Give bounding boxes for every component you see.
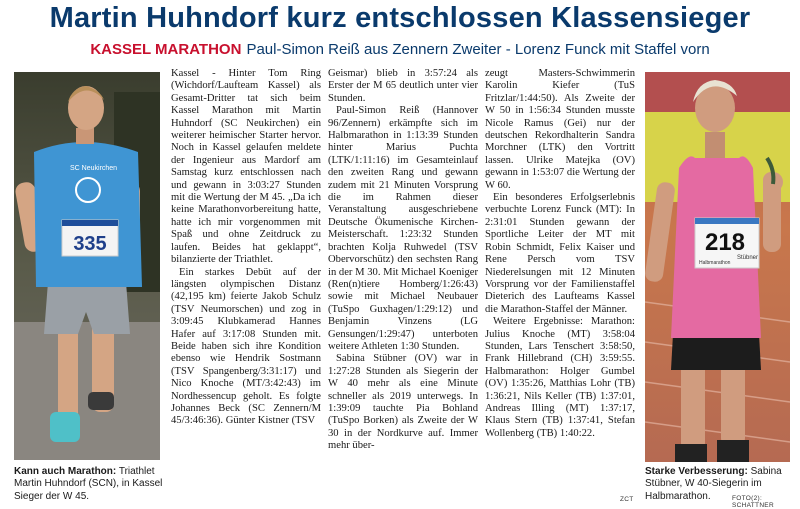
article-paragraph: Kassel - Hinter Tom Ring (Wichdorf/Laufteam Kassel) als Gesamt-Dritter tat sich beim Kassel Marathon mit Martin Huhndorf (SC Neukirchen) ein weiterer heimischer Starter hervor. Noch in Kassel gelaufen meldete der Ingenieur aus Mardorf am Samstag kurz entschlossen nach und gewann in 3:03:27 Stunden mit die Wertung der M 45. „Da ich keine Marathonvorbereitung hatte, hatte ich mir vorgenommen mit Spaß und ohne Zeitdruck zu laufen. Beides hat geklappt“, bilanzierte der Triathlet. xyxy=(171,68,321,266)
caption-lead: Starke Verbesserung: xyxy=(645,466,748,477)
photo-female-runner xyxy=(645,72,790,462)
article-column-2 xyxy=(328,68,478,453)
bib-number-left: 335 xyxy=(73,233,107,255)
shirt-text: SC Neukirchen xyxy=(70,165,118,172)
article-paragraph: Paul-Simon Reiß (Hannover 96/Zennern) erkämpfte sich im Halbmarathon in 1:13:39 Stunden hinter Marius Puchta (LTK/1:11:16) im Gesamteinlauf den zweiten Rang und gewann zudem mit 21 Minuten Vorsprung die im Rahmen dieser Veranstaltung ausgeschriebene Deutsche Ökumenische Kirchen-Meisterschaft. 1:23:32 Stunden brachten Kolja Ruhwedel (TSV Obervorschütz) den sechsten Rang in der M 30. Mit Michael Koeniger (Ren(n)tiere Homberg/1:26:43) sowie mit Michael Neubauer (TuSpo Guxhagen/1:29:12) und Benjamin Vinzens (LG Gensungen/1:29:47) unterboten weitere Athleten 1:30 Stunden. xyxy=(328,105,478,352)
kicker: KASSEL MARATHON xyxy=(90,41,242,58)
subheadline xyxy=(0,41,800,58)
photo-credit: FOTO(2): SCHATTNER xyxy=(732,495,774,509)
bib-sub: Halbmarathon xyxy=(699,260,731,266)
caption-left xyxy=(14,466,164,503)
article-paragraph: zeugt Masters-Schwimmerin Karolin Kiefer (TuS Fritzlar/1:44:50). Als Zweite der W 50 in 1:56:34 Stunden musste Nicole Ramus (Gei) nur der deutschen Rekordhalterin Sandra Morchner (LTK) den Vortritt lassen. Ulrike Matejka (OV) gewann in 1:53:07 die Wertung der W 60. xyxy=(485,68,635,191)
article-paragraph: Ein besonderes Erfolgserlebnis verbuchte Lorenz Funck (MT): In 2:31:01 Stunden gewann der Sportliche Leiter der MT mit Robin Schmidt, Felix Kaiser und Rene Persch vom TSV Niederelsungen mit 12 Minuten Vorsprung vor der Familienstaffel Dieterich des Laufteams Kassel die Marathon-Staffel der Männer. xyxy=(485,192,635,315)
bib-number-right: 218 xyxy=(704,229,746,256)
caption-lead: Kann auch Marathon: xyxy=(14,466,117,477)
deck: Paul-Simon Reiß aus Zennern Zweiter - Lorenz Funck mit Staffel vorn xyxy=(246,41,710,58)
caption-text: Triathlet Martin Huhndorf (SCN), in Kassel Sieger der W 45. xyxy=(14,466,163,502)
article-column-3 xyxy=(485,68,635,440)
article-column-1 xyxy=(171,68,321,428)
article-paragraph: Sabina Stübner (OV) war in 1:27:28 Stunden als Siegerin der W 40 mehr als eine Minute schneller als 2019 unterwegs. In 1:39:09 tauchte Pia Bohland (TuSpo Borken) als Zweite der W 30 in der Nordkurve auf. Immer mehr über- xyxy=(328,353,478,452)
author-credit: ZCT xyxy=(620,496,634,503)
article-paragraph: Weitere Ergebnisse: Marathon: Julius Knoche (MT) 3:58:04 Stunden, Lars Tenschert 3:58:50, Frank Hillebrand (CH) 3:59:55. Halbmarathon: Holger Gumbel (OV) 1:35:26, Matthias Lohr (TB) 1:36:21, Nils Keller (TB) 1:37:01, Andreas Illing (MT) 1:37:17, Klaus Stern (TB) 1:37:41, Stefan Wollenberg (TB) 1:40:22. xyxy=(485,316,635,439)
photo-male-runner xyxy=(14,72,160,460)
bib-brand: Stübner xyxy=(737,255,759,261)
caption-text: Sabina Stübner, W 40-Siegerin im Halbmarathon. xyxy=(645,466,782,502)
article-paragraph: Ein starkes Debüt auf der längsten olympischen Distanz (42,195 km) feierte Jakob Schulz (TSV Neumorschen) und zog in 3:09:45 Klubkamerad Hannes Hafer auf 3:17:08 Stunden mit. Beide haben sich ihre Kondition ebenso wie Hendrik Sostmann (TSV Spangenberg/3:31:17) und Nico Knoche (MT/3:42:43) im Nordhessencup geholt. Es folgte Johannes Beck (SC Zennern/M 45/3:46:36). Günter Kistner (TSV xyxy=(171,266,321,427)
headline: Martin Huhndorf kurz entschlossen Klassensieger xyxy=(49,2,751,34)
article-paragraph: Geismar) blieb in 3:57:24 als Erster der M 65 deutlich unter vier Stunden. xyxy=(328,68,478,104)
